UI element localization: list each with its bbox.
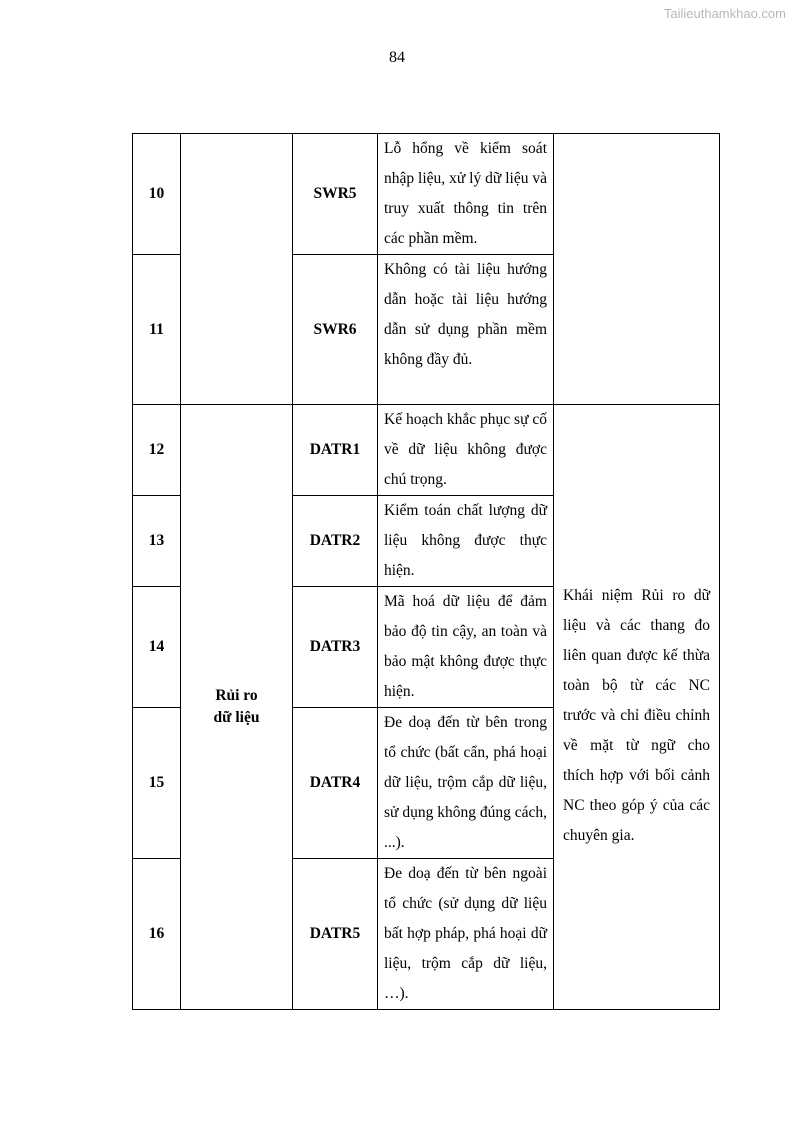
row-number: 15 (133, 708, 181, 859)
risk-description-text: Lỗ hổng về kiểm soát nhập liệu, xử lý dữ liệu và truy xuất thông tin trên các phần mềm. (384, 140, 547, 247)
risk-code: DATR3 (293, 587, 378, 708)
row-number: 11 (133, 255, 181, 405)
risk-code: DATR4 (293, 708, 378, 859)
risk-code: SWR5 (293, 134, 378, 255)
row-number: 12 (133, 405, 181, 496)
risk-description-text: Kế hoạch khắc phục sự cố về dữ liệu không được chú trọng. (384, 411, 547, 488)
risk-code: DATR5 (293, 859, 378, 1010)
risk-description-text: Không có tài liệu hướng dẫn hoặc tài liệu hướng dẫn sử dụng phần mềm không đầy đủ. (384, 261, 547, 368)
note-cell (554, 134, 720, 405)
row-number: 10 (133, 134, 181, 255)
risk-description (378, 134, 554, 255)
risk-description-text: Mã hoá dữ liệu để đảm bảo độ tin cậy, an toàn và bảo mật không được thực hiện. (384, 593, 547, 700)
risk-description-text: Kiểm toán chất lượng dữ liệu không được thực hiện. (384, 502, 547, 579)
risk-description (378, 587, 554, 708)
risk-description-text: Đe doạ đến từ bên ngoài tổ chức (sử dụng dữ liệu bất hợp pháp, phá hoại dữ liệu, trộm cắp dữ liệu, …). (384, 865, 547, 1002)
row-number: 16 (133, 859, 181, 1010)
risk-code: DATR1 (293, 405, 378, 496)
risk-description (378, 496, 554, 587)
table-row (133, 134, 720, 255)
risk-description (378, 405, 554, 496)
note-data-risk (554, 405, 720, 1010)
row-number: 14 (133, 587, 181, 708)
risk-group-label-line1: Rủi ro (215, 687, 258, 704)
row-number: 13 (133, 496, 181, 587)
risk-description (378, 708, 554, 859)
risk-group-label-line2: dữ liệu (213, 709, 260, 726)
risk-description (378, 255, 554, 405)
page-number: 84 (389, 49, 405, 66)
risk-group-cell (181, 134, 293, 405)
risk-code: SWR6 (293, 255, 378, 405)
risk-group-data (181, 405, 293, 1010)
table-row (133, 405, 720, 496)
risk-table (132, 133, 720, 1010)
risk-description (378, 859, 554, 1010)
watermark: Tailieuthamkhao.com (663, 6, 786, 21)
note-text: Khái niệm Rủi ro dữ liệu và các thang đo liên quan được kế thừa toàn bộ từ các NC trước và chỉ điều chỉnh về mặt từ ngữ cho thích hợp với bối cảnh NC theo góp ý của các chuyên gia. (563, 587, 710, 844)
risk-code: DATR2 (293, 496, 378, 587)
risk-description-text: Đe doạ đến từ bên trong tổ chức (bất cẩn, phá hoại dữ liệu, trộm cắp dữ liệu, sử dụng không đúng cách, ...). (384, 714, 547, 851)
